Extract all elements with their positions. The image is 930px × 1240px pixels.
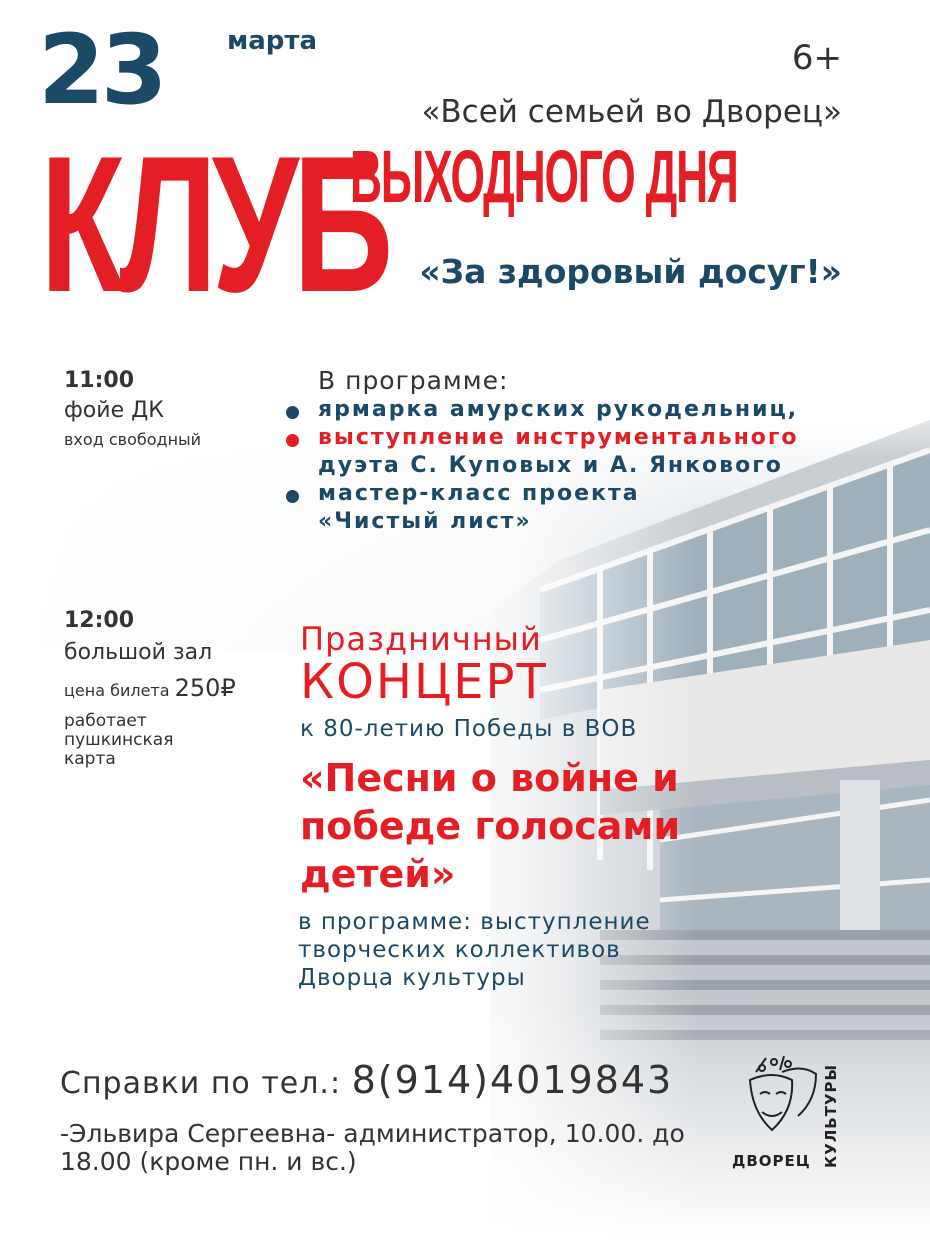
program-item: «Чистый лист» (318, 509, 532, 534)
palace-logo (732, 1050, 842, 1180)
program-heading: В программе: (318, 366, 509, 395)
phone-label: Справки по тел.: (60, 1066, 342, 1101)
pushkin-card-note: работает пушкинская карта (64, 711, 174, 769)
weekend-title: ВЫХОДНОГО ДНЯ (350, 135, 738, 218)
event-month: марта (227, 26, 318, 56)
price-label: цена билета (64, 681, 170, 700)
program-item: дуэта С. Куповых и А. Янкового (318, 453, 783, 478)
phone-row (60, 1058, 673, 1102)
program-item: мастер-класс проекта (318, 481, 640, 506)
bullet-icon (286, 490, 299, 503)
ticket-price-row (64, 674, 236, 702)
logo-vertical (804, 1050, 840, 1168)
club-title: КЛУБ (40, 116, 388, 333)
session1-entry: вход свободный (64, 430, 202, 449)
bullet-icon (286, 434, 299, 447)
session2-time: 12:00 (64, 608, 135, 633)
concert-title: «Песни о войне и победе голосами детей» (300, 756, 681, 896)
anniversary-label: к 80-летию Победы в ВОВ (300, 716, 638, 742)
bullet-icon (286, 406, 299, 419)
slogan: «Всей семьей во Дворец» (421, 94, 842, 130)
logo-word-kultury: КУЛЬТУРЫ (822, 1063, 840, 1168)
theme-title: «За здоровый досуг!» (419, 252, 842, 291)
program-item: выступление инструментального (318, 425, 799, 450)
age-rating: 6+ (791, 38, 842, 78)
concert-label: КОНЦЕРТ (300, 654, 548, 710)
program-item: ярмарка амурских рукодельниц, (318, 397, 799, 422)
logo-word-dvorets: ДВОРЕЦ (732, 1152, 811, 1170)
session1-place: фойе ДК (64, 398, 164, 423)
concert-program: в программе: выступление творческих коллективов Дворца культуры (298, 909, 651, 991)
session1-time: 11:00 (64, 368, 135, 393)
festive-label: Праздничный (300, 620, 542, 658)
price-value: 250₽ (174, 674, 236, 702)
phone-number[interactable]: 8(914)4019843 (351, 1058, 674, 1102)
event-day: 23 (38, 14, 164, 126)
admin-contact: -Эльвира Сергеевна- администратор, 10.00. до 18.00 (кроме пн. и вс.) (60, 1119, 685, 1176)
session2-place: большой зал (64, 640, 213, 665)
